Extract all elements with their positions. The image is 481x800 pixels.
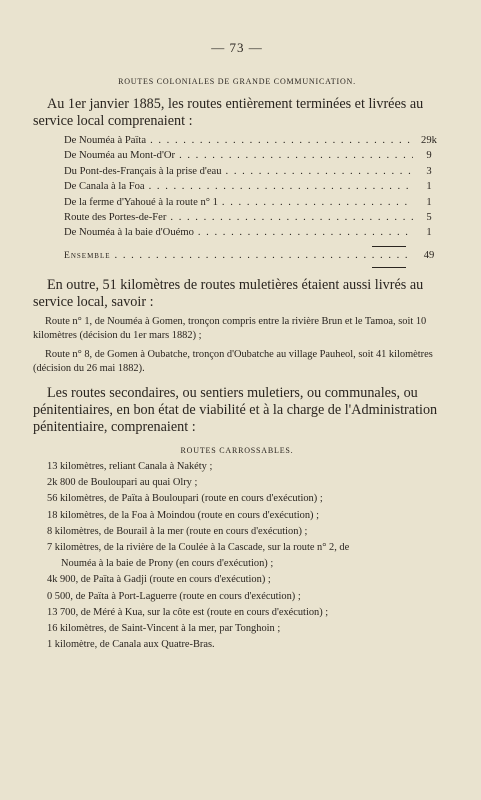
page-number: — 73 — [211,40,263,55]
list-item: 7 kilomètres, de la rivière de la Coulée à la Cascade, sur la route n° 2, de [47,541,350,553]
route-row [33,227,441,242]
route-value: 3 [426,165,432,177]
route-label: De la ferme d'Yahoué à la route n° 1 [64,196,218,208]
list-item: 1 kilomètre, de Canala aux Quatre-Bras. [47,639,215,651]
list-item: 0 500, de Païta à Port-Laguerre (route en cours d'exécution) ; [47,590,301,602]
list-item: 13 700, de Méré à Kua, sur la côte est (route en cours d'exécution) ; [47,606,329,618]
route-row [33,212,441,227]
route-label: De Nouméa à Païta [64,135,147,146]
route-value: 1 [426,181,432,193]
route-label: Du Pont-des-Français à la prise d'eau [64,165,222,177]
list-item: 16 kilomètres, de Saint-Vincent à la mer, par Tonghoin ; [47,622,281,634]
total-row [33,250,441,265]
route-value: 5 [426,211,432,223]
list-item: 8 kilomètres, de Bourail à la mer (route en cours d'exécution) ; [47,525,308,537]
mule-roads-intro: En outre, 51 kilomètres de routes muletières étaient aussi livrés au service local, savoir : [33,277,424,311]
mule-road-paragraph: Route n° 1, de Nouméa à Gomen, tronçon compris entre la rivière Brun et le Tamoa, soit 10 kilomètres (décision du 1er mars 1882) ; [33,316,427,342]
route-value: 9 [426,150,432,162]
subheading: ROUTES CARROSSABLES. [180,445,294,455]
route-row [33,197,441,212]
list-item: 56 kilomètres, de Païta à Bouloupari (route en cours d'exécution) ; [47,493,323,505]
route-value: 1 [426,196,432,208]
secondary-roads-intro: Les routes secondaires, ou sentiers muletiers, ou communales, ou pénitentiaires, en bon état de viabilité et à la charge de l'Administration pénitentiaire, comprenaient : [33,384,438,435]
route-value: 1 [426,227,432,239]
section-heading: ROUTES COLONIALES DE GRANDE COMMUNICATION. [118,77,356,86]
route-label: De Nouméa au Mont-d'Or [64,150,176,162]
route-row [33,135,441,150]
list-item: 13 kilomètres, reliant Canala à Nakéty ; [47,460,213,472]
route-label: De Nouméa à la baie d'Ouémo [64,227,194,239]
leader-dots [198,227,413,238]
leader-dots [170,212,413,223]
total-label: Ensemble [64,249,111,261]
route-value: 29k [421,135,437,146]
route-label: Route des Portes-de-Fer [64,211,167,223]
route-row [33,150,441,165]
leader-dots [149,181,413,192]
list-item: 18 kilomètres, de la Foa à Moindou (route en cours d'exécution) ; [47,509,319,521]
total-rule-top [372,246,406,247]
list-item: 2k 800 de Bouloupari au quai Olry ; [47,477,198,489]
mule-road-paragraph: Route n° 8, de Gomen à Oubatche, tronçon d'Oubatche au village Pauheol, soit 41 kilomètres (décision du 26 mai 1882). [33,348,433,374]
route-label: De Canala à la Foa [64,181,145,193]
leader-dots [179,150,413,161]
carriage-roads-list [33,459,441,653]
route-row [33,181,441,196]
total-rule-bottom [372,267,406,268]
leader-dots [115,250,413,261]
route-row [33,166,441,181]
intro-paragraph: Au 1er janvier 1885, les routes entièrement terminées et livrées au service local comprenaient : [33,96,424,129]
list-item: 4k 900, de Païta à Gadji (route en cours d'exécution) ; [47,574,271,586]
leader-dots [226,166,413,177]
list-item-continuation: Nouméa à la baie de Prony (en cours d'exécution) ; [61,558,274,570]
routes-table [33,135,441,268]
leader-dots [222,197,413,208]
leader-dots [150,135,413,146]
total-value: 49 [423,249,435,261]
